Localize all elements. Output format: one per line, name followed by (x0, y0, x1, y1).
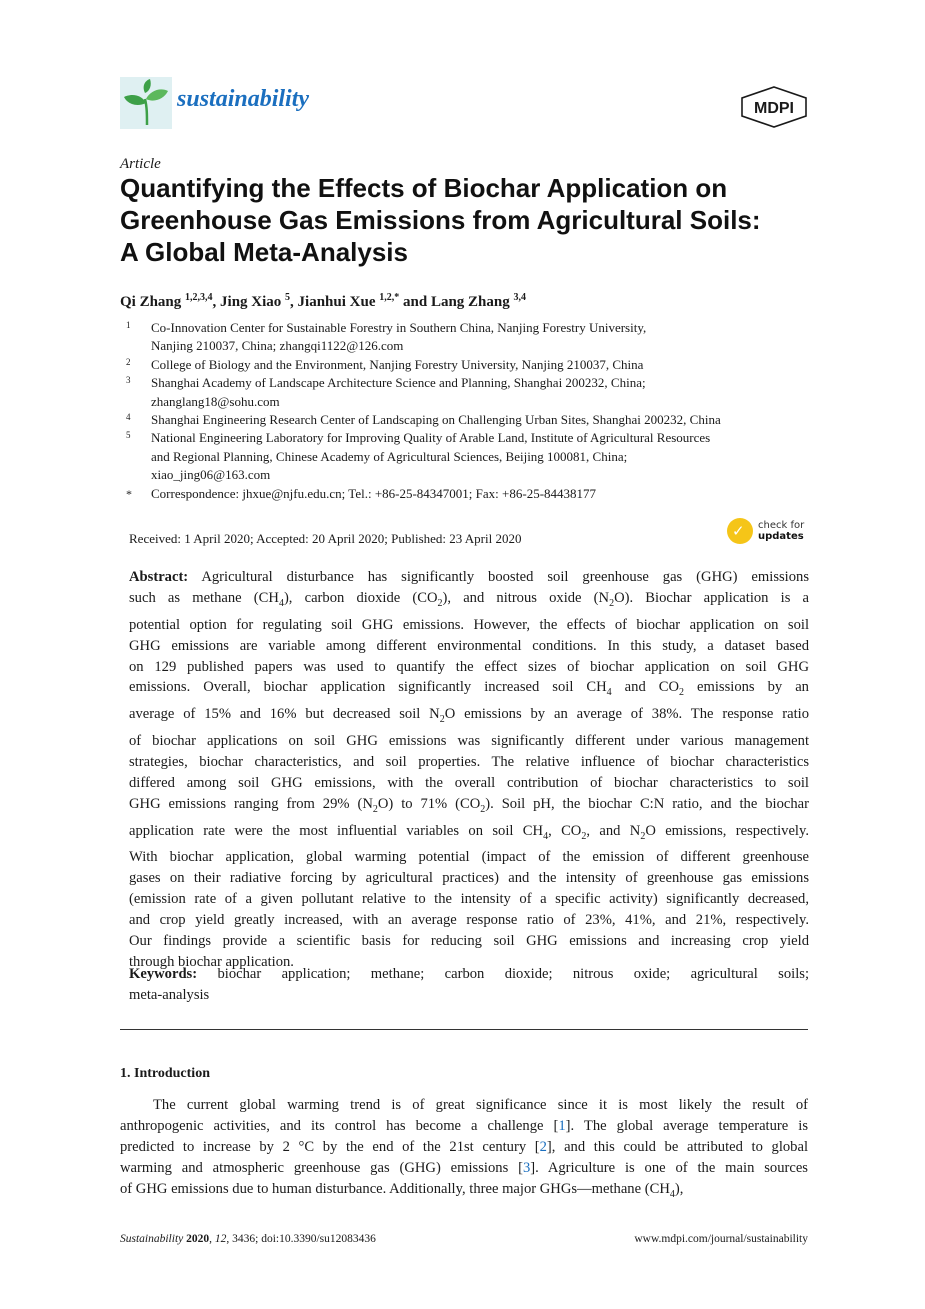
text-line: Our findings provide a scientific basis for reducing soil GHG emissions and increasing crop yield (129, 933, 809, 950)
text-line: differed among soil GHG emissions, with the overall contribution of biochar characteristics to soil (129, 774, 809, 791)
footer-volume: 12 (214, 1233, 227, 1245)
subscript: 4 (278, 597, 284, 609)
publisher-logo[interactable] (740, 86, 808, 128)
affiliation-item (120, 411, 820, 429)
text-line: and crop yield greatly increased, with an average response ratio of 23%, 41%, and 21%, respectively. (129, 912, 809, 929)
author-name[interactable]: Lang Zhang (430, 294, 510, 310)
footer-journal: Sustainability (120, 1233, 184, 1245)
affiliation-line: Correspondence: jhxue@njfu.edu.cn; Tel.: +86-25-84347001; Fax: +86-25-84438177 (151, 485, 597, 501)
affiliation-item (120, 429, 820, 484)
introduction-body (120, 1095, 808, 1205)
subscript: 2 (609, 597, 615, 609)
check-badge-icon: ✓ (727, 518, 753, 544)
journal-name[interactable]: sustainability (177, 86, 310, 112)
text-line: potential option for regulating soil GHG emissions. However, the effects of biochar application on soil (129, 616, 809, 633)
text-line: Abstract: Agricultural disturbance has significantly boosted soil greenhouse gas (GHG) emissions (129, 569, 810, 585)
section-divider (120, 1029, 808, 1030)
footer-doi: , 3436; doi:10.3390/su12083436 (226, 1233, 376, 1245)
subscript: 2 (581, 830, 587, 842)
text-line: GHG emissions ranging from 29% $(N_2O)$ to 71% $(CO_2)$. Soil pH, the biochar C:N ratio, and the biochar (129, 795, 809, 815)
affiliation-item (120, 356, 820, 374)
subscript: 2 (439, 714, 445, 726)
publication-dates: Received: 1 April 2020; Accepted: 20 April 2020; Published: 23 April 2020 (129, 531, 522, 546)
subscript: 2 (480, 803, 486, 815)
affiliation-item (120, 485, 820, 503)
text-line: of biochar applications on soil GHG emissions was significantly different under various management (129, 733, 809, 750)
author-separator: , (212, 294, 221, 310)
text-line: warming and atmospheric greenhouse gas (GHG) emissions [3]. Agriculture is one of the main sources (120, 1159, 808, 1176)
affiliation-line: xiao_jing06@163.com (151, 467, 271, 483)
check-for-updates-button[interactable] (727, 518, 809, 548)
affiliation-number: 3 (126, 375, 131, 386)
abstract-label: Abstract: (129, 569, 189, 585)
footer-year: 2020 (186, 1233, 210, 1245)
reference-link[interactable]: 1 (558, 1117, 566, 1134)
journal-url-link[interactable]: www.mdpi.com/journal/sustainability (634, 1233, 808, 1245)
abstract-section (129, 567, 809, 973)
keywords-text: biochar application; methane; carbon dioxide; nitrous oxide; agricultural soils; (217, 966, 809, 982)
mdpi-hexagon-icon (740, 86, 808, 128)
text-line: strategies, biochar characteristics, and soil properties. The relative influence of biochar characteristics (129, 753, 809, 770)
affiliation-number: * (126, 486, 132, 501)
keywords-section (129, 964, 809, 1006)
affiliations-list (120, 319, 820, 503)
text-line: anthropogenic activities, and its control has become a challenge [1]. The global average temperature is (120, 1117, 808, 1134)
affiliation-line: Shanghai Engineering Research Center of Landscaping on Challenging Urban Sites, Shanghai 200232, China (151, 412, 721, 428)
leaf-sprout-icon (120, 77, 172, 129)
author-name[interactable]: Qi Zhang (120, 294, 182, 310)
author-separator: and (399, 294, 431, 310)
subscript: 4 (606, 687, 612, 699)
text-line: of GHG emissions due to human disturbance. Additionally, three major GHGs—methane $(CH_4)$, (120, 1180, 684, 1200)
text-line: emissions. Overall, biochar application significantly increased soil $CH_4$ and $CO_2$ emissions by an (129, 679, 809, 699)
keywords-line: meta-analysis (129, 987, 210, 1003)
text-line: predicted to increase by 2 °C by the end of the 21st century [2], and this could be attributed to global (120, 1138, 808, 1155)
affiliation-line: Co-Innovation Center for Sustainable Forestry in Southern China, Nanjing Forestry University, (151, 320, 647, 335)
author-name[interactable]: Jianhui Xue (297, 294, 376, 310)
author-name[interactable]: Jing Xiao (220, 294, 282, 310)
title-line: Greenhouse Gas Emissions from Agricultural Soils: (120, 205, 761, 235)
keywords-label: Keywords: (129, 966, 198, 982)
citation-footer: Sustainability 2020, 12, 3436; doi:10.3390/su12083436 (120, 1233, 376, 1245)
text-line: (emission rate of a given pollutant relative to the intensity of a specific activity) significantly decreased, (129, 891, 809, 908)
affiliation-number: 5 (126, 430, 131, 441)
updates-label: updates (758, 531, 804, 542)
check-label: check for (758, 520, 805, 531)
author-affiliation-marks: 1,2,* (379, 292, 400, 303)
publisher-name: MDPI (754, 100, 794, 117)
affiliation-line: Nanjing 210037, China; zhangqi1122@126.com (151, 338, 404, 354)
text-line: The current global warming trend is of great significance since it is most likely the result of (153, 1097, 808, 1113)
author-affiliation-marks: 3,4 (513, 292, 526, 303)
affiliation-number: 1 (126, 320, 131, 330)
affiliation-line: National Engineering Laboratory for Improving Quality of Arable Land, Institute of Agricultural Resources (151, 430, 711, 446)
affiliation-item (120, 374, 820, 411)
reference-link[interactable]: 2 (539, 1138, 547, 1155)
subscript: 2 (640, 830, 646, 842)
author-separator: , (290, 294, 298, 310)
affiliation-number: 2 (126, 356, 131, 367)
author-affiliation-marks: 1,2,3,4 (185, 292, 213, 303)
text-line: such as methane $(CH_4)$, carbon dioxide $(CO_2)$, and nitrous oxide $(N_2O)$. Biochar application is a (129, 589, 809, 609)
text-line: application rate were the most influential variables on soil $CH_4$, $CO_2$, and $N_2O$ emissions, respectively. (129, 822, 809, 842)
keywords-line (129, 964, 809, 985)
journal-logo (120, 77, 172, 129)
author-list (120, 292, 526, 311)
article-type: Article (120, 156, 161, 172)
title-line: A Global Meta-Analysis (120, 237, 408, 267)
page-title (120, 172, 820, 268)
affiliation-line: zhanglang18@sohu.com (151, 393, 280, 409)
affiliation-item (120, 319, 820, 356)
author-affiliation-marks: 5 (285, 292, 291, 303)
section-heading: 1. Introduction (120, 1066, 210, 1081)
text-line: gases on their radiative forcing by agricultural practices) and the intensity of greenhouse gas emissions (129, 870, 809, 887)
text-line: With biochar application, global warming potential (impact of the emission of different greenhouse (129, 849, 809, 866)
reference-link[interactable]: 3 (522, 1159, 531, 1176)
subscript: 2 (437, 597, 443, 609)
text-line: average of 15% and 16% but decreased soil $N_2O$ emissions by an average of 38%. The response ratio (129, 706, 809, 726)
affiliation-line: Shanghai Academy of Landscape Architecture Science and Planning, Shanghai 200232, China; (151, 375, 646, 391)
subscript: 4 (543, 830, 549, 842)
affiliation-number: 4 (126, 412, 131, 423)
text-line: GHG emissions are variable among different environmental conditions. In this study, a dataset based (129, 637, 809, 654)
text-line: through biochar application. (129, 953, 294, 970)
subscript: 2 (679, 687, 685, 699)
text-line: on 129 published papers was used to quantify the effect sizes of biochar application on soil GHG (129, 658, 809, 675)
subscript: 2 (372, 803, 378, 815)
affiliation-line: and Regional Planning, Chinese Academy of Agricultural Sciences, Beijing 100081, China; (151, 448, 628, 464)
affiliation-line: College of Biology and the Environment, Nanjing Forestry University, Nanjing 210037, China (151, 356, 644, 372)
subscript: 4 (669, 1188, 675, 1200)
title-line: Quantifying the Effects of Biochar Application on (120, 173, 728, 203)
